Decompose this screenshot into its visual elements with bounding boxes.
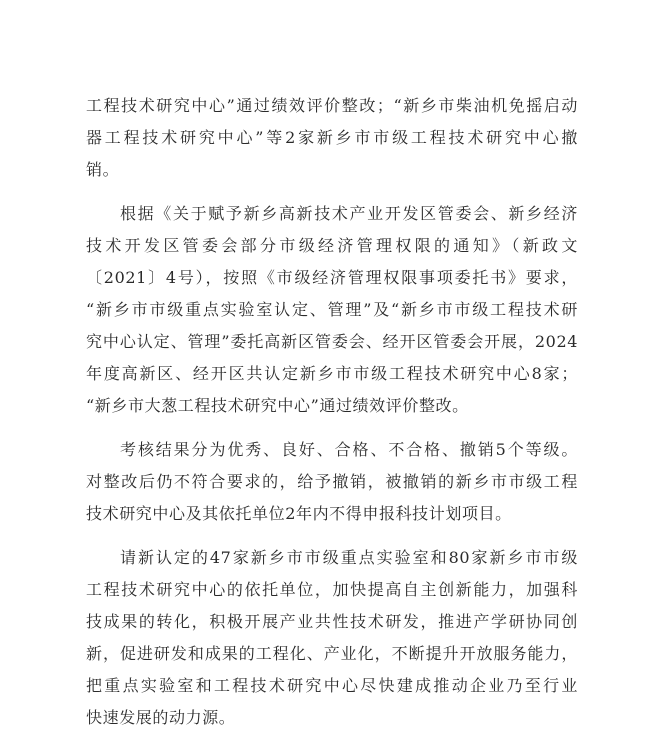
paragraph-1 bbox=[86, 90, 578, 186]
paragraph-3 bbox=[86, 434, 578, 530]
paragraph-line: 根据《关于赋予新乡高新技术产业开发区管委会、新乡经济 bbox=[120, 204, 578, 223]
paragraph-line: 工程技术研究中心的依托单位，加快提高自主创新能力，加强科 bbox=[86, 580, 578, 599]
paragraph-line: 销。 bbox=[86, 160, 120, 179]
document-body bbox=[86, 90, 578, 734]
paragraph-line: 技术研究中心及其依托单位2年内不得申报科技计划项目。 bbox=[86, 504, 512, 523]
paragraph-line: 工程技术研究中心”通过绩效评价整改；“新乡市柴油机免摇启动 bbox=[86, 96, 578, 115]
paragraph-line: 〔2021〕4号），按照《市级经济管理权限事项委托书》要求， bbox=[86, 268, 578, 287]
paragraph-line: 技术开发区管委会部分市级经济管理权限的通知》（新政文 bbox=[86, 236, 578, 255]
paragraph-line: 年度高新区、经开区共认定新乡市市级工程技术研究中心8家； bbox=[86, 364, 578, 383]
paragraph-line: “新乡市大葱工程技术研究中心”通过绩效评价整改。 bbox=[86, 396, 469, 415]
paragraph-line: 请新认定的47家新乡市市级重点实验室和80家新乡市市级 bbox=[120, 548, 578, 567]
paragraph-line: “新乡市市级重点实验室认定、管理”及“新乡市市级工程技术研 bbox=[86, 300, 578, 319]
paragraph-line: 把重点实验室和工程技术研究中心尽快建成推动企业乃至行业 bbox=[86, 676, 578, 695]
paragraph-line: 究中心认定、管理”委托高新区管委会、经开区管委会开展，2024 bbox=[86, 332, 578, 351]
paragraph-line: 新，促进研发和成果的工程化、产业化，不断提升开放服务能力， bbox=[86, 644, 578, 663]
paragraph-line: 器工程技术研究中心”等2家新乡市市级工程技术研究中心撤 bbox=[86, 128, 578, 147]
paragraph-4 bbox=[86, 542, 578, 734]
paragraph-line: 技成果的转化，积极开展产业共性技术研发，推进产学研协同创 bbox=[86, 612, 578, 631]
paragraph-line: 对整改后仍不符合要求的，给予撤销，被撤销的新乡市市级工程 bbox=[86, 472, 578, 491]
paragraph-line: 快速发展的动力源。 bbox=[86, 708, 236, 727]
paragraph-line: 考核结果分为优秀、良好、合格、不合格、撤销5个等级。 bbox=[120, 440, 578, 459]
paragraph-2 bbox=[86, 198, 578, 422]
